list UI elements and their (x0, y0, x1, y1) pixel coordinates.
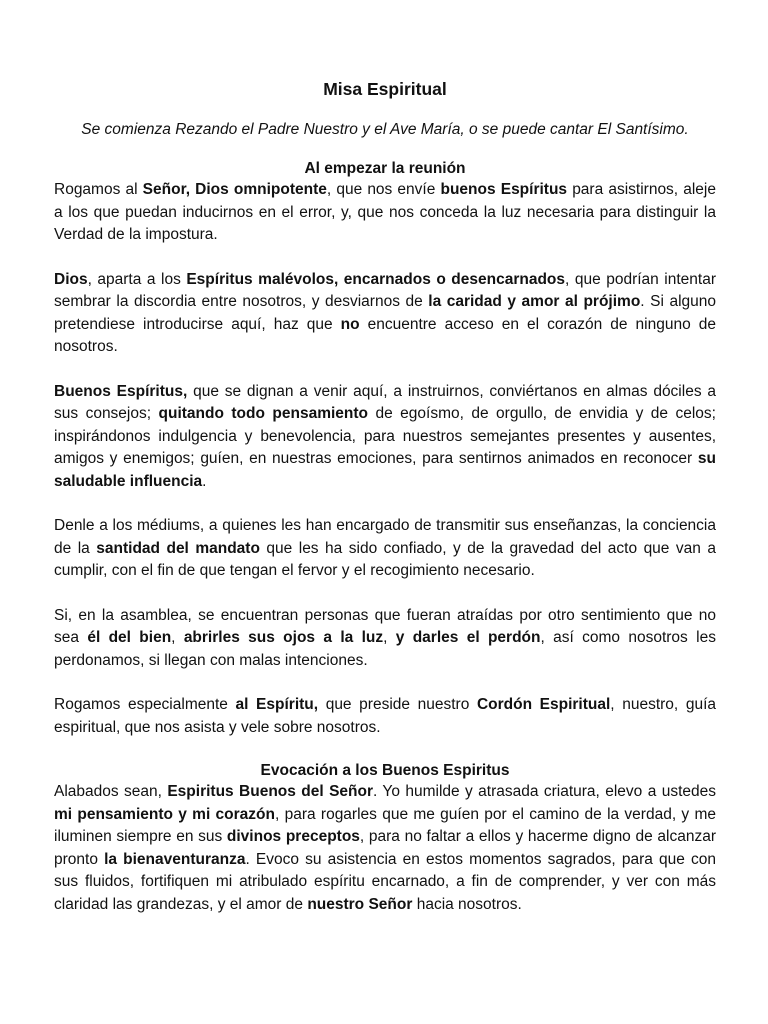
text-run: . Evoco su asistencia en estos momentos sagrados, para que con sus fluidos, fortifiquen mi atribulado espíritu encarnado, a fin de comprender, y ver con más claridad las grandezas, y el amor de (54, 850, 716, 913)
paragraph-cordon-espiritual (54, 694, 716, 739)
text-run: que les ha sido confiado, y de la gravedad del acto que van a cumplir, con el fin de que tengan el fervor y el recogimiento necesario. (54, 539, 716, 579)
bold-phrase: Espiritus Buenos del Señor (167, 783, 373, 800)
text-run: Alabados sean, (54, 783, 168, 800)
text-run: . (202, 472, 207, 490)
document-title: Misa Espiritual (323, 79, 447, 99)
paragraph-dios (54, 269, 716, 359)
text-run: . Si alguno pretendiese introducirse aquí, haz que (54, 293, 717, 333)
bold-phrase: al Espíritu, (235, 696, 319, 713)
paragraph-rogamos (54, 179, 716, 247)
bold-phrase: Espíritus malévolos, encarnados o desencarnados (186, 270, 566, 288)
bold-phrase: Buenos Espíritus, (54, 382, 188, 400)
bold-phrase: él del bien (87, 629, 172, 646)
text-run: , para rogarles que me guíen por el camino de la verdad, y me iluminen siempre en sus (54, 805, 716, 845)
text-run: , así como nosotros les perdonamos, si llegan con malas intenciones. (54, 629, 716, 669)
bold-phrase: Cordón Espiritual (476, 696, 611, 713)
bold-phrase: la caridad y amor al prójimo (428, 293, 641, 310)
bold-phrase: no (340, 315, 360, 333)
text-run: que se dignan a venir aquí, a instruirnos, conviértanos en almas dóciles a sus consejos; (54, 382, 716, 422)
bold-phrase: santidad del mandato (96, 539, 260, 557)
text-run: Rogamos especialmente (54, 696, 236, 713)
text-run: para asistirnos, aleje a los que puedan inducirnos en el error, y, que nos conceda la luz necesaria para distinguir la Verdad de la impostura. (54, 181, 716, 243)
bold-phrase: Dios (54, 270, 88, 288)
section-heading-evocacion: Evocación a los Buenos Espiritus (260, 762, 510, 779)
paragraph-mediums (54, 515, 716, 583)
text-run: , para no faltar a ellos y hacerme digno de alcanzar pronto (54, 828, 716, 868)
text-run: , que podrían intentar sembrar la discordia entre nosotros, y desviarnos de (54, 270, 717, 310)
paragraph-asamblea (54, 605, 716, 673)
bold-phrase: la bienaventuranza (104, 850, 246, 868)
text-run: , aparta a los (87, 270, 187, 288)
intro-instruction: Se comienza Rezando el Padre Nuestro y el Ave María, o se puede cantar El Santísimo. (81, 121, 689, 138)
bold-phrase: buenos Espíritus (440, 181, 568, 198)
text-run: , (383, 629, 396, 646)
text-run: de egoísmo, de orgullo, de envidia y de celos; inspirándonos indulgencia y benevolencia, para nuestros semejantes presentes y ausentes, amigos y enemigos; guíen, en nuestras emociones, para sentirnos animados en reconocer (54, 405, 716, 467)
bold-phrase: mi pensamiento y mi corazón (54, 805, 275, 823)
paragraph-alabados (54, 781, 716, 916)
text-run: . Yo humilde y atrasada criatura, elevo a ustedes (373, 783, 716, 800)
text-run: hacia nosotros. (412, 895, 522, 913)
text-run: , nuestro, guía espiritual, que nos asista y vele sobre nosotros. (54, 696, 716, 736)
section-heading-reunion: Al empezar la reunión (304, 160, 466, 177)
bold-phrase: su saludable influencia (54, 450, 716, 490)
text-run: Rogamos al (54, 181, 143, 198)
paragraph-buenos-espiritus (54, 381, 716, 494)
text-run: , que nos envíe (326, 181, 441, 198)
bold-phrase: Señor, Dios omnipotente (142, 181, 327, 198)
text-run: Si, en la asamblea, se encuentran personas que fueran atraídas por otro sentimiento que no sea (54, 606, 716, 646)
bold-phrase: abrirles sus ojos a la luz (183, 629, 384, 646)
text-run: Denle a los médiums, a quienes les han encargado de transmitir sus enseñanzas, la conciencia de la (54, 517, 716, 557)
text-run: , (171, 629, 184, 646)
bold-phrase: y darles el perdón (395, 629, 541, 646)
text-run: que preside nuestro (318, 696, 477, 713)
bold-phrase: divinos preceptos (226, 828, 360, 845)
bold-phrase: nuestro Señor (307, 895, 413, 913)
bold-phrase: quitando todo pensamiento (158, 405, 369, 422)
text-run: encuentre acceso en el corazón de ninguno de nosotros. (54, 315, 716, 355)
